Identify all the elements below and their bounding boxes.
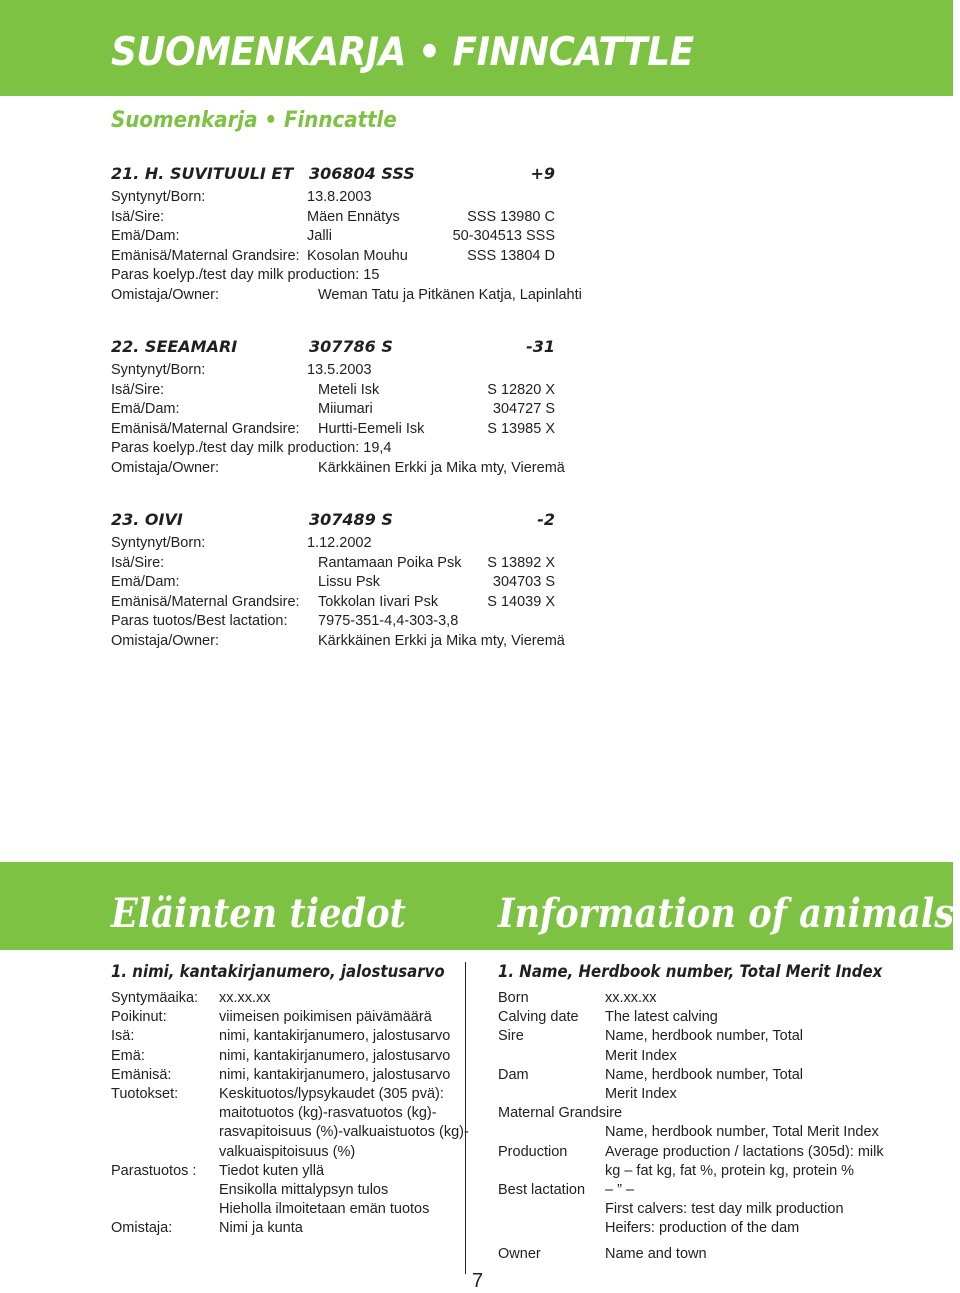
sire-value: Mäen Ennätys [307, 208, 400, 225]
production-line: Paras koelyp./test day milk production: 19,4 [111, 440, 392, 456]
info-row [111, 1162, 456, 1220]
info-label: Parastuotos : [111, 1162, 197, 1179]
animal-name: 21. H. SUVITUULI ET [111, 164, 294, 183]
info-value [605, 1104, 898, 1123]
sire-value: Meteli Isk [318, 381, 380, 398]
info-value: The latest calving [605, 1009, 718, 1026]
info-value: First calvers: test day milk production [605, 1201, 844, 1218]
info-banner [0, 862, 953, 950]
info-label: Tuotokset: [111, 1086, 179, 1103]
animal-heading [111, 337, 561, 361]
info-value: nimi, kantakirjanumero, jalostusarvo [219, 1047, 451, 1064]
born-label: Syntynyt/Born: [111, 362, 206, 378]
owner-value: Kärkkäinen Erkki ja Mika mty, Vieremä [318, 632, 565, 649]
info-value: – ” – [605, 1182, 635, 1199]
info-value: Keskituotos/lypsykaudet (305 pvä): [219, 1086, 444, 1103]
info-label: Born [498, 990, 529, 1006]
page-title: SUOMENKARJA • FINNCATTLE [111, 30, 694, 75]
section-subtitle: Suomenkarja • Finncattle [111, 108, 397, 133]
info-column-en [498, 963, 898, 1264]
info-value: maitotuotos (kg)-rasvatuotos (kg)- [219, 1105, 437, 1122]
grandsire-value: Hurtti-Eemeli Isk [318, 420, 425, 437]
info-label: Omistaja: [111, 1220, 173, 1237]
info-row [498, 1027, 898, 1065]
info-value: Merit Index [605, 1086, 677, 1103]
info-label: Sire [498, 1028, 524, 1045]
owner-label: Omistaja/Owner: [111, 459, 219, 476]
lactation-value: 7975-351-4,4-303-3,8 [318, 613, 459, 629]
info-value: valkuaispitoisuus (%) [219, 1143, 356, 1160]
info-value: Ensikolla mittalypsyn tulos [219, 1182, 389, 1199]
info-heading-en: 1. Name, Herdbook number, Total Merit Index [498, 962, 883, 982]
sire-label: Isä/Sire: [111, 554, 165, 571]
info-label: Best lactation [498, 1182, 586, 1199]
dam-label: Emä/Dam: [111, 574, 180, 590]
info-row [498, 1181, 898, 1239]
info-label: Maternal Grandsire [498, 1105, 623, 1122]
animal-index: +9 [530, 164, 555, 183]
born-value: 13.5.2003 [307, 362, 372, 378]
grandsire-value: Tokkolan Iivari Psk [318, 593, 439, 610]
born-label: Syntynyt/Born: [111, 189, 206, 205]
info-label: Poikinut: [111, 1009, 167, 1026]
animal-entry-23 [111, 510, 565, 651]
info-heading-fi: 1. nimi, kantakirjanumero, jalostusarvo [111, 962, 445, 982]
header-banner [0, 0, 953, 96]
info-value: viimeisen poikimisen päivämäärä [219, 1009, 432, 1026]
info-value: xx.xx.xx [605, 990, 657, 1006]
info-column-fi [111, 962, 469, 1239]
info-value: xx.xx.xx [219, 990, 271, 1006]
info-row [498, 1245, 898, 1264]
grandsire-label: Emänisä/Maternal Grandsire: [111, 247, 300, 264]
sire-label: Isä/Sire: [111, 381, 165, 398]
animal-heading [111, 164, 561, 188]
info-value: Tiedot kuten yllä [219, 1162, 325, 1179]
info-label: Production [498, 1143, 568, 1160]
grandsire-value: Kosolan Mouhu [307, 247, 408, 264]
animal-heading [111, 510, 561, 534]
dam-value: Lissu Psk [318, 574, 381, 590]
animal-number: 306804 SSS [309, 164, 415, 183]
sire-id: SSS 13980 C [467, 208, 555, 225]
info-value: Name, herdbook number, Total Merit Index [605, 1124, 879, 1141]
born-value: 1.12.2002 [307, 535, 372, 551]
grandsire-id: S 14039 X [487, 593, 555, 610]
dam-id: 304727 S [492, 401, 555, 417]
info-label: Dam [498, 1066, 529, 1083]
animal-entry-21 [111, 164, 582, 305]
owner-value: Weman Tatu ja Pitkänen Katja, Lapinlahti [318, 286, 582, 303]
sire-id: S 12820 X [487, 381, 555, 398]
dam-id: 304703 S [492, 574, 555, 590]
info-value: Average production / lactations (305d): milk [605, 1143, 884, 1160]
column-divider [465, 962, 466, 1274]
animal-name: 23. OIVI [111, 510, 183, 529]
info-row [498, 1143, 898, 1181]
info-value: rasvapitoisuus (%)-valkuaistuotos (kg)- [219, 1124, 469, 1141]
banner-title-fi: Eläinten tiedot [111, 890, 406, 937]
animal-number: 307786 S [309, 337, 393, 356]
grandsire-id: S 13985 X [487, 420, 555, 437]
page-number: 7 [472, 1270, 484, 1292]
info-value: nimi, kantakirjanumero, jalostusarvo [219, 1028, 451, 1045]
info-row [111, 1047, 456, 1066]
info-row [111, 989, 456, 1008]
sire-value: Rantamaan Poika Psk [318, 554, 462, 571]
info-row [111, 1066, 456, 1085]
production-line: Paras koelyp./test day milk production: 15 [111, 267, 380, 283]
info-row [498, 1008, 898, 1027]
dam-id: 50-304513 SSS [452, 228, 555, 244]
owner-label: Omistaja/Owner: [111, 632, 219, 649]
info-label: Owner [498, 1245, 541, 1262]
animal-entry-22 [111, 337, 565, 478]
info-value: Name and town [605, 1245, 707, 1262]
info-value: nimi, kantakirjanumero, jalostusarvo [219, 1066, 451, 1083]
info-row [498, 1066, 898, 1104]
sire-label: Isä/Sire: [111, 208, 165, 225]
info-row [111, 1085, 469, 1162]
banner-title-en: Information of animals [498, 890, 955, 937]
info-label: Emänisä: [111, 1066, 172, 1083]
dam-label: Emä/Dam: [111, 228, 180, 244]
info-value: Merit Index [605, 1047, 677, 1064]
owner-value: Kärkkäinen Erkki ja Mika mty, Vieremä [318, 459, 565, 476]
info-row [111, 1008, 456, 1027]
sire-id: S 13892 X [487, 554, 555, 571]
animal-index: -31 [526, 337, 555, 356]
info-label: Emä: [111, 1047, 145, 1064]
born-value: 13.8.2003 [307, 189, 372, 205]
animal-index: -2 [537, 510, 555, 529]
info-value: Name, herdbook number, Total [605, 1066, 804, 1083]
grandsire-label: Emänisä/Maternal Grandsire: [111, 420, 300, 437]
grandsire-label: Emänisä/Maternal Grandsire: [111, 593, 300, 610]
info-row [111, 1219, 456, 1238]
info-label: Syntymäaika: [111, 990, 199, 1006]
lactation-label: Paras tuotos/Best lactation: [111, 613, 288, 629]
dam-value: Jalli [307, 228, 332, 244]
dam-label: Emä/Dam: [111, 401, 180, 417]
animal-name: 22. SEEAMARI [111, 337, 238, 356]
info-row [498, 1104, 898, 1142]
info-value: Heifers: production of the dam [605, 1220, 800, 1237]
info-value: kg – fat kg, fat %, protein kg, protein % [605, 1162, 855, 1179]
info-value: Hiehollа ilmoitetaan emän tuotos [219, 1201, 430, 1218]
info-label: Calving date [498, 1009, 579, 1026]
grandsire-id: SSS 13804 D [467, 247, 555, 264]
info-row [111, 1027, 456, 1046]
info-value: Name, herdbook number, Total [605, 1028, 804, 1045]
dam-value: Miiumari [318, 401, 373, 417]
info-label: Isä: [111, 1028, 135, 1045]
owner-label: Omistaja/Owner: [111, 286, 219, 303]
born-label: Syntynyt/Born: [111, 535, 206, 551]
animal-number: 307489 S [309, 510, 393, 529]
info-value: Nimi ja kunta [219, 1220, 303, 1237]
info-row [498, 989, 898, 1008]
